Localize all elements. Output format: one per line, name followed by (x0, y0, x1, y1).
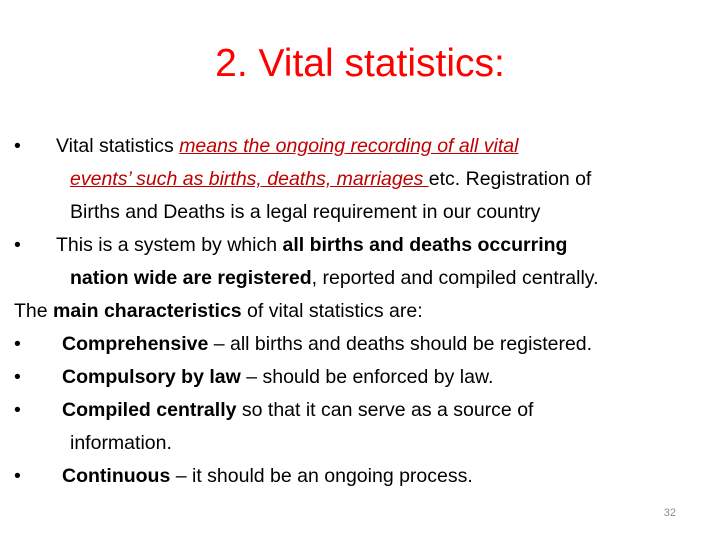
page-number: 32 (663, 507, 676, 519)
bullet-icon: • (14, 135, 21, 157)
text: etc. Registration of (428, 168, 592, 190)
bullet-vital-statistics-line-2 (14, 163, 704, 196)
characteristic-comprehensive (14, 328, 704, 361)
bold-text: Continuous (62, 465, 171, 487)
text: The (14, 300, 54, 322)
bullet-icon: • (14, 465, 21, 487)
text: of vital statistics are: (241, 300, 423, 322)
bullet-icon: • (14, 366, 21, 388)
text: – all births and deaths should be registered. (208, 333, 593, 355)
characteristic-compiled-line-1 (14, 394, 704, 427)
bold-text: Comprehensive (62, 333, 209, 355)
characteristic-continuous (14, 460, 704, 493)
slide-body (14, 130, 704, 493)
characteristic-compiled-line-2 (14, 427, 704, 460)
bold-text: nation wide are registered (70, 267, 312, 289)
bullet-vital-statistics-line-3 (14, 196, 704, 229)
text: This is a system by which (56, 234, 283, 256)
bullet-system-line-1 (14, 229, 704, 262)
characteristic-compulsory (14, 361, 704, 394)
text: Vital statistics (56, 135, 180, 157)
emphasis-text: events’ such as births, deaths, marriages (70, 168, 429, 190)
text: information. (70, 432, 172, 454)
bold-text: all births and deaths occurring (282, 234, 568, 256)
bullet-vital-statistics-line-1 (14, 130, 704, 163)
bullet-icon: • (14, 399, 21, 421)
text: so that it can serve as a source of (236, 399, 534, 421)
bold-text: Compulsory by law (62, 366, 241, 388)
bullet-icon: • (14, 333, 21, 355)
text: , reported and compiled centrally. (311, 267, 599, 289)
bullet-icon: • (14, 234, 21, 256)
slide-title: 2. Vital statistics: (215, 42, 505, 85)
text: – it should be an ongoing process. (170, 465, 473, 487)
bold-text: main characteristics (53, 300, 242, 322)
text: Births and Deaths is a legal requirement in our country (70, 201, 541, 223)
text: – should be enforced by law. (240, 366, 494, 388)
bullet-system-line-2 (14, 262, 704, 295)
bold-text: Compiled centrally (62, 399, 237, 421)
emphasis-text: means the ongoing recording of all vital (179, 135, 519, 157)
characteristics-intro (14, 295, 704, 328)
